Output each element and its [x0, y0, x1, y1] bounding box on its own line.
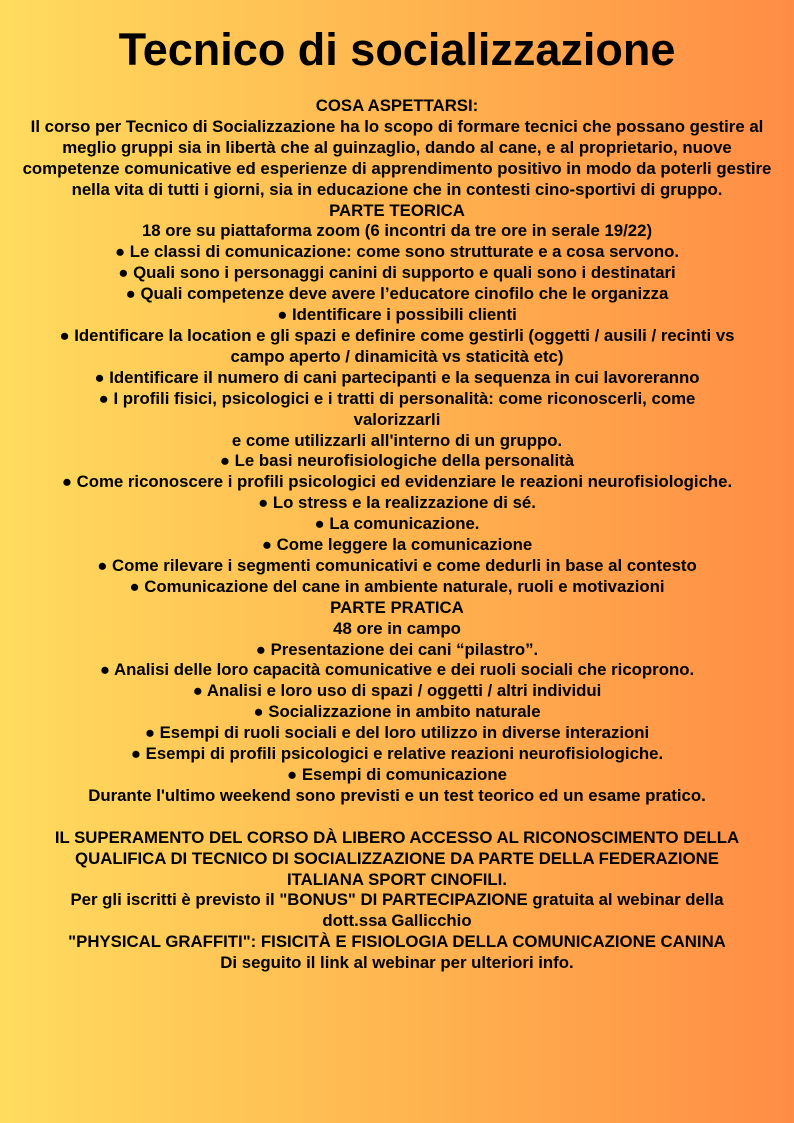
theory-item: ● Quali sono i personaggi canini di supporto e quali sono i destinatari [118, 263, 676, 283]
theory-item: ● Comunicazione del cane in ambiente naturale, ruoli e motivazioni [129, 576, 665, 596]
practice-item: ● Presentazione dei cani “pilastro”. [255, 639, 539, 659]
theory-item: ● I profili fisici, psicologici e i tratti di personalità: come riconoscerli, come valorizzarli [98, 388, 696, 429]
theory-list [14, 242, 780, 597]
practice-hours: 48 ore in campo [333, 618, 461, 638]
practice-heading: PARTE PRATICA [330, 597, 464, 617]
intro-text: Il corso per Tecnico di Socializzazione ha lo scopo di formare tecnici che possano gestire al meglio gruppi sia in libertà che al guinzaglio, dando al cane, e al proprietario, nuove competenze comunicative ed esperienze di apprendimento positivo in modo da poterli gestire nella vita di tutti i giorni, sia in educazione che in contesti cino-sportivi di gruppo. [22, 116, 772, 199]
webinar-link-note: Di seguito il link al webinar per ulteriori info. [220, 953, 574, 973]
spacer [14, 807, 780, 828]
webinar-title: "PHYSICAL GRAFFITI": FISICITÀ E FISIOLOGIA DELLA COMUNICAZIONE CANINA [68, 932, 726, 952]
practice-item: ● Analisi e loro uso di spazi / oggetti / altri individui [192, 681, 602, 701]
theory-item: ● Come riconoscere i profili psicologici ed evidenziare le reazioni neurofisiologiche. [61, 472, 733, 492]
flyer-body [14, 96, 780, 974]
theory-heading: PARTE TEORICA [329, 200, 465, 220]
theory-item: ● Le classi di comunicazione: come sono strutturate e a cosa servono. [114, 242, 680, 262]
practice-item: ● Analisi delle loro capacità comunicative e dei ruoli sociali che ricoprono. [99, 660, 695, 680]
theory-item: ● Identificare il numero di cani partecipanti e la sequenza in cui lavoreranno [94, 367, 700, 387]
theory-item: ● Identificare la location e gli spazi e definire come gestirli (oggetti / ausili / recinti vs campo aperto / dinamicità vs staticità etc) [59, 325, 735, 366]
theory-item: ● Identificare i possibili clienti [277, 305, 517, 325]
theory-item: ● Come rilevare i segmenti comunicativi e come dedurli in base al contesto [97, 555, 697, 575]
theory-item: ● Come leggere la comunicazione [261, 535, 533, 555]
intro-heading: COSA ASPETTARSI: [315, 96, 479, 115]
practice-item: ● Esempi di comunicazione [287, 765, 507, 784]
practice-item: ● Esempi di profili psicologici e relative reazioni neurofisiologiche. [130, 744, 664, 764]
theory-hours: 18 ore su piattaforma zoom (6 incontri da tre ore in serale 19/22) [141, 221, 653, 241]
theory-item: ● Quali competenze deve avere l’educatore cinofilo che le organizza [125, 284, 669, 304]
bonus-note: Per gli iscritti è previsto il "BONUS" DI PARTECIPAZIONE gratuita al webinar della dott.ssa Gallicchio [70, 890, 724, 931]
theory-item: ● Le basi neurofisiologiche della personalità [219, 451, 575, 471]
exam-note: Durante l'ultimo weekend sono previsti e un test teorico ed un esame pratico. [88, 785, 706, 805]
theory-item: ● Lo stress e la realizzazione di sé. [258, 493, 536, 513]
practice-item: ● Esempi di ruoli sociali e del loro utilizzo in diverse interazioni [144, 723, 650, 743]
practice-item: ● Socializzazione in ambito naturale [253, 702, 541, 722]
theory-item: e come utilizzarli all'interno di un gruppo. [231, 430, 563, 450]
theory-item: ● La comunicazione. [314, 514, 480, 534]
certification-note: IL SUPERAMENTO DEL CORSO DÀ LIBERO ACCESSO AL RICONOSCIMENTO DELLA QUALIFICA DI TECNICO DI SOCIALIZZAZIONE DA PARTE DELLA FEDERAZIONE ITALIANA SPORT CINOFILI. [54, 827, 740, 889]
page-title: Tecnico di socializzazione [118, 24, 676, 75]
